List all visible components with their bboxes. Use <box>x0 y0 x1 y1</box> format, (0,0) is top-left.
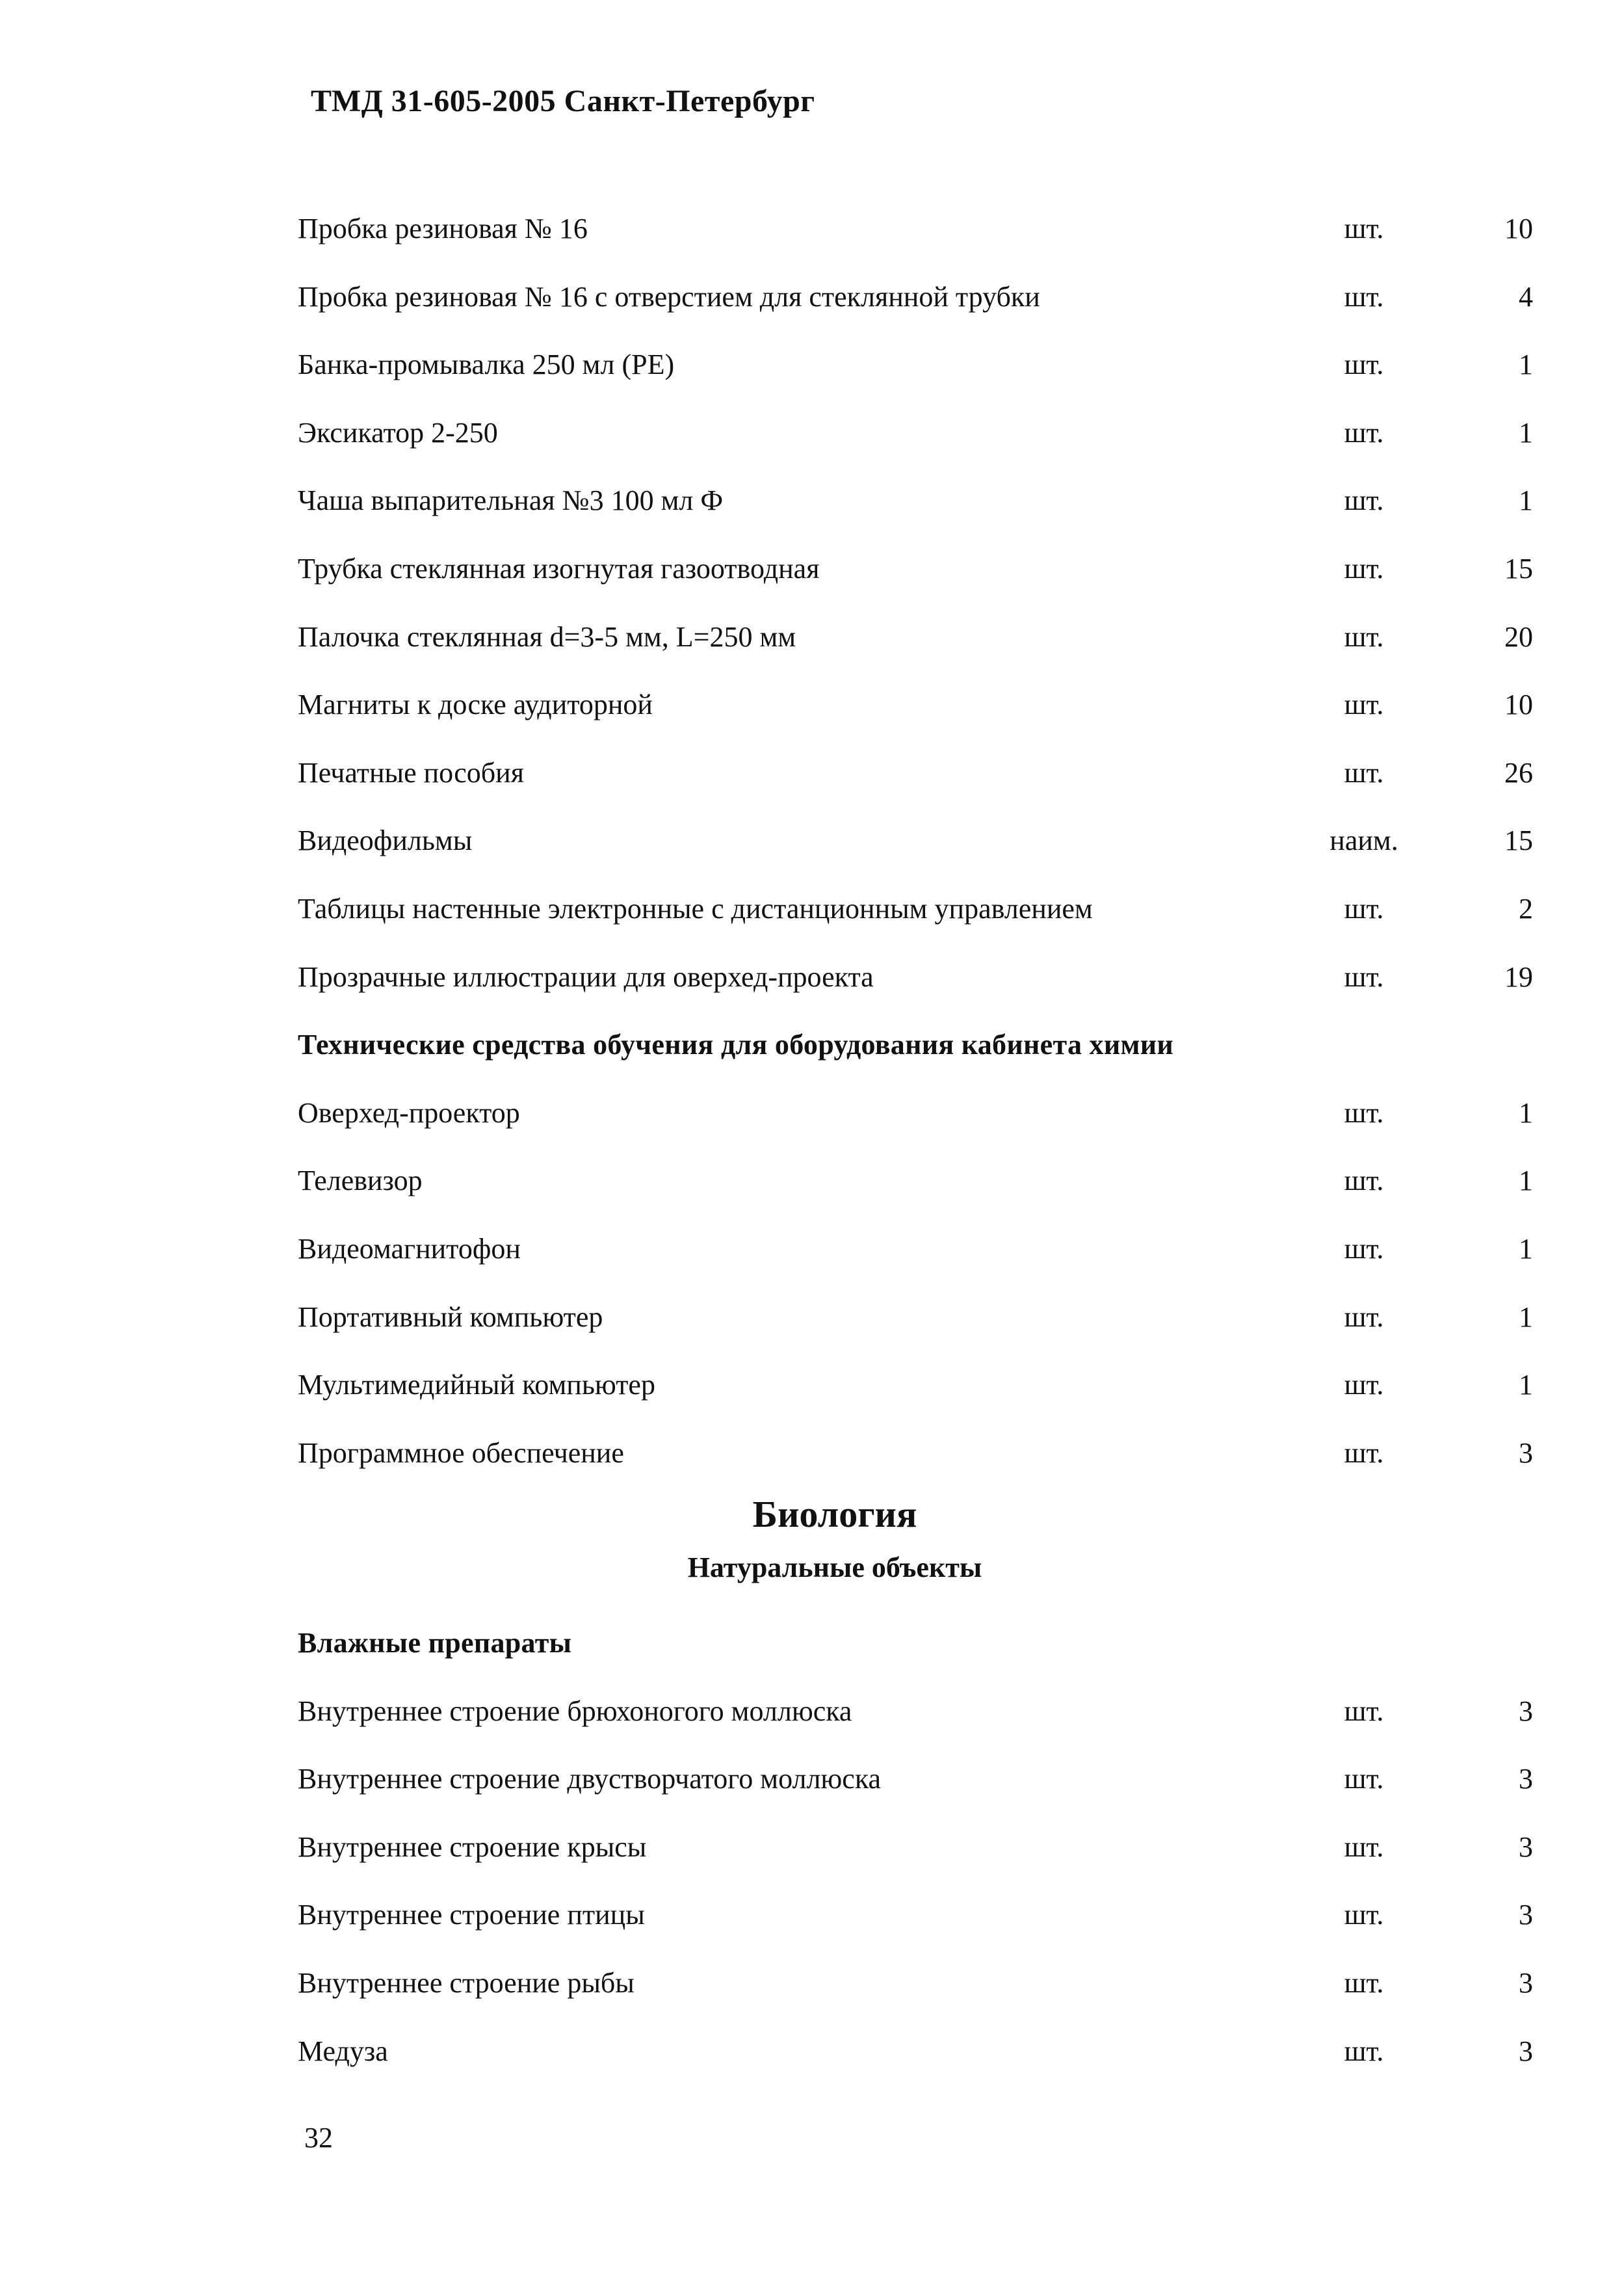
item-quantity: 26 <box>1504 756 1533 789</box>
chemistry-equipment-list <box>298 195 1533 1487</box>
list-item <box>298 535 1533 603</box>
item-quantity: 10 <box>1504 689 1533 721</box>
list-item <box>298 399 1533 468</box>
item-name: Таблицы настенные электронные с дистанционным управлением <box>298 892 1093 925</box>
list-item <box>298 1147 1533 1215</box>
item-quantity: 19 <box>1504 960 1533 993</box>
list-item <box>298 263 1533 332</box>
list-item <box>298 1284 1533 1352</box>
item-unit: шт. <box>1344 1369 1384 1401</box>
item-unit: шт. <box>1344 1966 1384 1999</box>
item-unit: наим. <box>1329 825 1398 857</box>
item-quantity: 3 <box>1519 1966 1533 1999</box>
item-unit: шт. <box>1344 1300 1384 1333</box>
item-unit: шт. <box>1344 1232 1384 1265</box>
wet-preparations-heading: Влажные препараты <box>298 1627 572 1659</box>
item-name: Оверхед-проектор <box>298 1096 520 1129</box>
item-name: Трубка стеклянная изогнутая газоотводная <box>298 552 820 585</box>
item-name: Видеомагнитофон <box>298 1232 521 1265</box>
item-quantity: 1 <box>1519 1300 1533 1333</box>
item-name: Пробка резиновая № 16 с отверстием для стеклянной трубки <box>298 280 1040 313</box>
item-name: Программное обеспечение <box>298 1436 624 1469</box>
list-item <box>298 1881 1533 1949</box>
item-unit: шт. <box>1344 620 1384 653</box>
item-quantity: 1 <box>1519 349 1533 381</box>
list-item <box>298 1079 1533 1148</box>
tech-section-heading: Технические средства обучения для оборудования кабинета химии <box>298 1029 1174 1061</box>
item-quantity: 3 <box>1519 1695 1533 1727</box>
item-unit: шт. <box>1344 552 1384 585</box>
item-name: Медуза <box>298 2035 388 2067</box>
item-name: Банка-промывалка 250 мл (PE) <box>298 349 675 381</box>
item-name: Печатные пособия <box>298 756 524 789</box>
item-quantity: 1 <box>1519 1232 1533 1265</box>
item-name: Прозрачные иллюстрации для оверхед-проекта <box>298 960 874 993</box>
list-item <box>298 603 1533 672</box>
item-unit: шт. <box>1344 1096 1384 1129</box>
page-number: 32 <box>304 2122 333 2154</box>
section-subheading <box>298 1011 1533 1079</box>
item-name: Телевизор <box>298 1165 423 1197</box>
item-unit: шт. <box>1344 2035 1384 2067</box>
item-name: Внутреннее строение двустворчатого моллюска <box>298 1763 882 1795</box>
item-unit: шт. <box>1344 960 1384 993</box>
item-unit: шт. <box>1344 892 1384 925</box>
item-quantity: 1 <box>1519 1165 1533 1197</box>
list-item <box>298 944 1533 1012</box>
item-quantity: 1 <box>1519 1096 1533 1129</box>
item-unit: шт. <box>1344 280 1384 313</box>
item-quantity: 10 <box>1504 213 1533 244</box>
list-item <box>298 2018 1533 2086</box>
item-name: Мультимедийный компьютер <box>298 1369 655 1401</box>
list-item <box>298 331 1533 399</box>
list-item <box>298 195 1533 263</box>
item-quantity: 3 <box>1519 1899 1533 1931</box>
item-quantity: 3 <box>1519 1830 1533 1863</box>
item-name: Палочка стеклянная d=3-5 мм, L=250 мм <box>298 620 796 653</box>
item-unit: шт. <box>1344 349 1384 381</box>
item-name: Видеофильмы <box>298 825 473 857</box>
item-quantity: 20 <box>1504 620 1533 653</box>
item-quantity: 3 <box>1519 1436 1533 1469</box>
item-quantity: 3 <box>1519 2035 1533 2067</box>
list-item <box>298 1215 1533 1284</box>
item-quantity: 3 <box>1519 1763 1533 1795</box>
item-quantity: 15 <box>1504 825 1533 857</box>
item-unit: шт. <box>1344 484 1384 517</box>
item-unit: шт. <box>1344 756 1384 789</box>
item-unit: шт. <box>1344 1899 1384 1931</box>
item-quantity: 4 <box>1519 280 1533 313</box>
biology-section-title: Биология <box>752 1493 917 1535</box>
list-item <box>298 467 1533 535</box>
item-name: Чаша выпарительная №3 100 мл Ф <box>298 484 724 517</box>
list-item <box>298 1678 1533 1746</box>
item-quantity: 1 <box>1519 416 1533 449</box>
item-unit: шт. <box>1344 689 1384 721</box>
item-quantity: 15 <box>1504 552 1533 585</box>
section-subheading <box>298 1609 1533 1678</box>
list-item <box>298 875 1533 944</box>
list-item <box>298 1814 1533 1882</box>
item-unit: шт. <box>1344 213 1384 244</box>
list-item <box>298 1745 1533 1814</box>
item-quantity: 1 <box>1519 1369 1533 1401</box>
item-unit: шт. <box>1344 1436 1384 1469</box>
item-name: Внутреннее строение брюхоногого моллюска <box>298 1695 852 1727</box>
item-name: Портативный компьютер <box>298 1300 603 1333</box>
list-item <box>298 807 1533 875</box>
list-item <box>298 1351 1533 1419</box>
item-quantity: 1 <box>1519 484 1533 517</box>
item-name: Пробка резиновая № 16 <box>298 213 588 244</box>
list-item <box>298 671 1533 739</box>
list-item <box>298 1419 1533 1488</box>
document-header: ТМД 31-605-2005 Санкт-Петербург <box>311 84 815 118</box>
natural-objects-subtitle: Натуральные объекты <box>687 1551 982 1583</box>
item-unit: шт. <box>1344 1695 1384 1727</box>
item-unit: шт. <box>1344 1165 1384 1197</box>
list-item <box>298 1949 1533 2018</box>
item-unit: шт. <box>1344 1830 1384 1863</box>
item-unit: шт. <box>1344 416 1384 449</box>
item-quantity: 2 <box>1519 892 1533 925</box>
item-name: Эксикатор 2-250 <box>298 416 498 449</box>
item-name: Внутреннее строение птицы <box>298 1899 645 1931</box>
item-name: Магниты к доске аудиторной <box>298 689 653 721</box>
item-unit: шт. <box>1344 1763 1384 1795</box>
item-name: Внутреннее строение крысы <box>298 1830 647 1863</box>
biology-equipment-list <box>298 1609 1533 2085</box>
list-item <box>298 739 1533 808</box>
item-name: Внутреннее строение рыбы <box>298 1966 635 1999</box>
